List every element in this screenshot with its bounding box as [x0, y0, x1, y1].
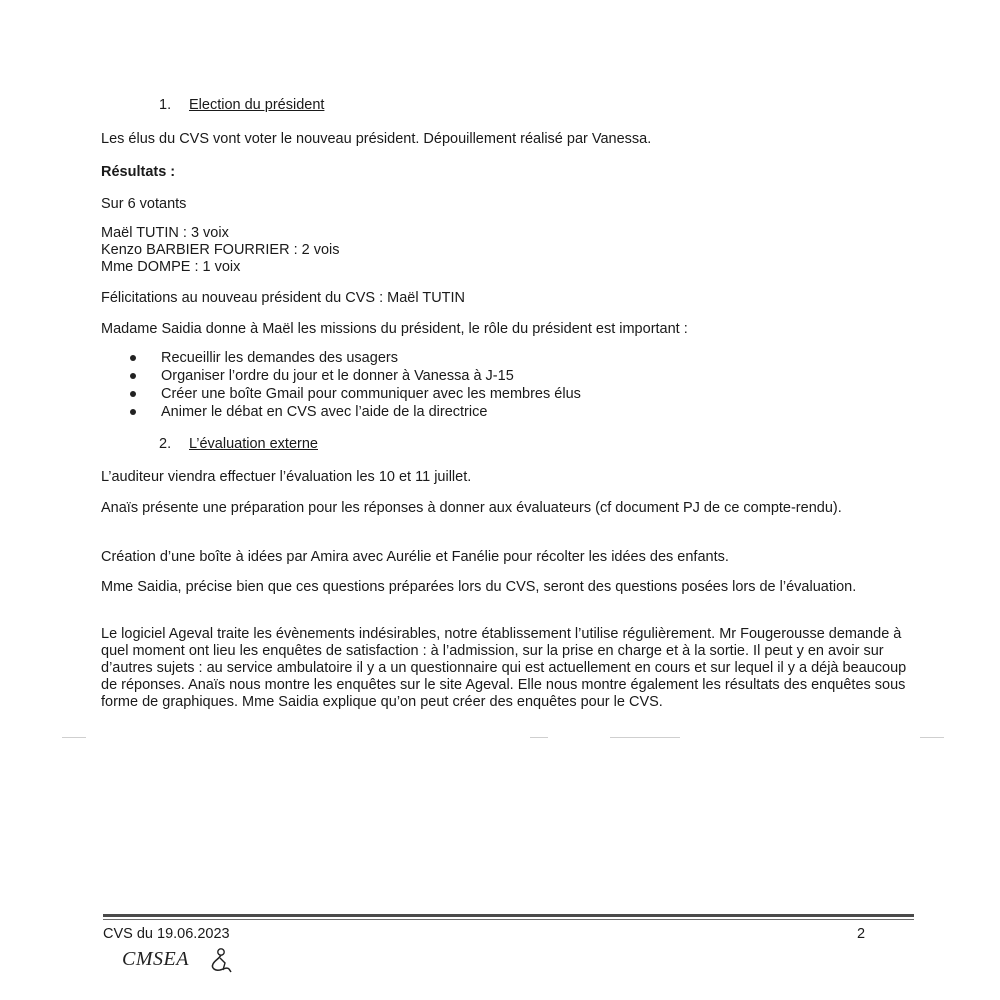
- missions-list: [130, 349, 581, 421]
- scan-mark: [530, 737, 548, 738]
- list-item: [130, 367, 581, 385]
- list-item: [130, 403, 581, 421]
- section-1-number: 1.: [159, 97, 172, 113]
- vote-line: Maël TUTIN : 3 voix: [101, 225, 229, 241]
- page-number: 2: [857, 926, 866, 942]
- logo-figure-icon: [206, 946, 234, 974]
- vote-line: Mme DOMPE : 1 voix: [101, 259, 241, 275]
- footer-divider: [103, 914, 914, 917]
- bullet-icon: [130, 391, 136, 397]
- bullet-icon: [130, 355, 136, 361]
- footer-date: CVS du 19.06.2023: [103, 926, 230, 942]
- bullet-icon: [130, 409, 136, 415]
- mission-text: Recueillir les demandes des usagers: [161, 350, 398, 366]
- voters-count: Sur 6 votants: [101, 196, 187, 212]
- scan-mark: [62, 737, 86, 738]
- missions-intro: Madame Saidia donne à Maël les missions du président, le rôle du président est important :: [101, 321, 688, 337]
- cmsea-logo: [122, 946, 242, 976]
- section-2-title: L’évaluation externe: [189, 436, 318, 452]
- auditor-paragraph: L’auditeur viendra effectuer l’évaluation les 10 et 11 juillet.: [101, 469, 472, 485]
- saidia-paragraph: Mme Saidia, précise bien que ces questions préparées lors du CVS, seront des questions posées lors de l’évaluation.: [101, 579, 857, 595]
- results-label: Résultats :: [101, 164, 176, 180]
- section-1-title: Election du président: [189, 97, 325, 113]
- logo-text: CMSEA: [122, 948, 189, 970]
- mission-text: Organiser l’ordre du jour et le donner à Vanessa à J-15: [161, 368, 514, 384]
- bullet-icon: [130, 373, 136, 379]
- scan-mark: [920, 737, 944, 738]
- ageval-paragraph: Le logiciel Ageval traite les évènements indésirables, notre établissement l’utilise régulièrement. Mr Fougerousse demande à quel moment ont lieu les enquêtes de satisfaction : à l’admission, sur la prise en charge et à la sortie. Il peut y en avoir sur d’autres sujets : au service ambulatoire il y a un questionnaire qui est actuellement en cours et sur lequel il y a déjà beaucoup de réponses. Anaïs nous montre les enquêtes sur le site Ageval. Elle nous montre également les résultats des enquêtes sous forme de graphiques. Mme Saidia explique qu’on peut créer des enquêtes pour le CVS.: [101, 626, 907, 710]
- idea-box-paragraph: Création d’une boîte à idées par Amira avec Aurélie et Fanélie pour récolter les idées des enfants.: [101, 549, 729, 565]
- list-item: [130, 385, 581, 403]
- anais-paragraph: Anaïs présente une préparation pour les réponses à donner aux évaluateurs (cf document PJ de ce compte-rendu).: [101, 500, 842, 516]
- mission-text: Animer le débat en CVS avec l’aide de la directrice: [161, 404, 488, 420]
- section-2-heading: [159, 435, 318, 453]
- intro-paragraph: Les élus du CVS vont voter le nouveau président. Dépouillement réalisé par Vanessa.: [101, 131, 652, 147]
- scan-mark: [610, 737, 680, 738]
- section-1-heading: [159, 96, 324, 114]
- congratulations: Félicitations au nouveau président du CVS : Maël TUTIN: [101, 290, 466, 306]
- list-item: [130, 349, 581, 367]
- vote-line: Kenzo BARBIER FOURRIER : 2 vois: [101, 242, 340, 258]
- mission-text: Créer une boîte Gmail pour communiquer avec les membres élus: [161, 386, 581, 402]
- footer-divider: [103, 919, 914, 920]
- section-2-number: 2.: [159, 436, 172, 452]
